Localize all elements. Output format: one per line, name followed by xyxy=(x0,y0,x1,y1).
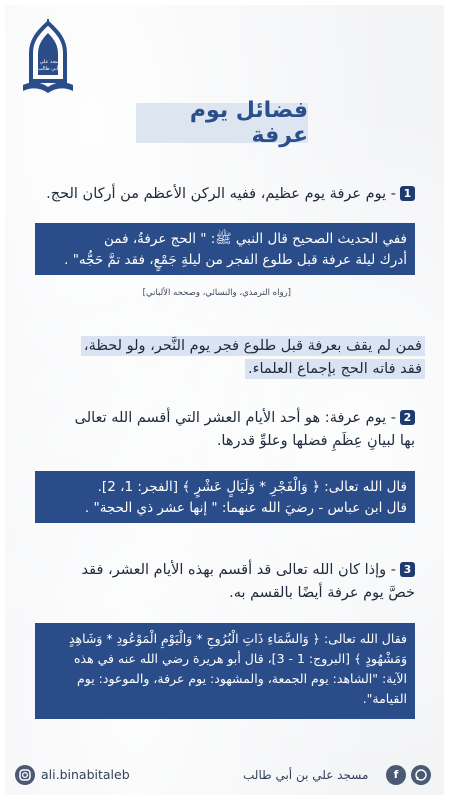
quote-box-3-line-4: القيامة". xyxy=(362,691,407,706)
number-badge-1: 1 xyxy=(400,186,415,201)
page-title: فضائل يوم عرفة xyxy=(136,103,308,143)
instagram-handle[interactable]: ali.binabitaleb xyxy=(41,767,130,782)
section-2-line-1: - يوم عرفة: هو أحد الأيام العشر التي أقسم الله تعالى xyxy=(74,410,396,426)
logo-text: مسجد علي بن أبي طالب xyxy=(32,59,64,72)
section-1-body: - يوم عرفة يوم عظيم، ففيه الركن الأعظم من أركان الحج. xyxy=(46,186,396,202)
source-reference: [رواه الترمذي، والنسائي، وصححه الألباني] xyxy=(142,288,291,298)
hadith-box-1 xyxy=(35,223,415,275)
number-badge-3: 3 xyxy=(400,562,415,577)
section-3-text xyxy=(35,559,415,605)
paragraph-2 xyxy=(35,335,425,381)
hadith-box-1-line-2: أدرك ليلة عرفة قبل طلوع الفجر من ليلةِ جَمْعٍ، فقد تمَّ حَجُّه" . xyxy=(64,252,407,268)
whatsapp-icon[interactable] xyxy=(411,765,431,785)
quote-box-2-line-1: قال الله تعالى: ﴿ وَالْفَجْرِ * وَلَيَالٍ عَشْرٍ ﴾ [الفجر: 1، 2]. xyxy=(97,479,407,495)
quote-box-2-line-2: قال ابن عباس - رضيَ الله عنهما: " إنها عشر ذي الحجة" . xyxy=(84,500,407,516)
quote-box-3 xyxy=(35,623,415,719)
quote-box-2 xyxy=(35,471,415,523)
footer xyxy=(5,760,444,790)
section-1-text xyxy=(35,183,415,206)
paragraph-2-line-2: فقد فاته الحج بإجماع العلماء. xyxy=(245,359,425,379)
section-2-text xyxy=(35,407,415,453)
instagram-icon[interactable] xyxy=(15,765,35,785)
post-card xyxy=(5,5,444,795)
paragraph-2-line-1: فمن لم يقف بعرفة قبل طلوع فجر يوم النَّحر، ولو لحظة، xyxy=(81,336,425,356)
quote-box-3-line-3: الآية: "الشاهد: يوم الجمعة، والمشهود: يوم عرفة، والموعود: يوم xyxy=(77,671,407,686)
mosque-name: مسجد علي بن أبي طالب xyxy=(243,768,369,782)
quote-box-3-line-1: فقال الله تعالى: ﴿ وَالسَّمَاءِ ذَاتِ الْبُرُوجِ * وَالْيَوْمِ الْمَوْعُودِ * وَشَاهِدٍ xyxy=(68,631,407,646)
section-3-line-2: خصَّ يوم عرفة أيضًا بالقسم به. xyxy=(229,585,415,601)
section-2-line-2: بها لبيانِ عِظَمِ فضلها وعلوِّ قدرها. xyxy=(216,433,415,449)
section-3-line-1: - وإذا كان الله تعالى قد أقسم بهذه الأيام العشر، فقد xyxy=(81,562,396,578)
mosque-logo xyxy=(19,19,77,99)
hadith-box-1-line-1: ففي الحديث الصحيح قال النبي ﷺ: " الحج عرفةُ، فمن xyxy=(104,231,407,247)
facebook-icon[interactable]: f xyxy=(386,765,406,785)
quote-box-3-line-2: وَمَشْهُودٍ ﴾ [البروج: 1 - 3]، قال أبو هريرة رضي الله عنه في هذه xyxy=(73,651,407,666)
number-badge-2: 2 xyxy=(400,410,415,425)
